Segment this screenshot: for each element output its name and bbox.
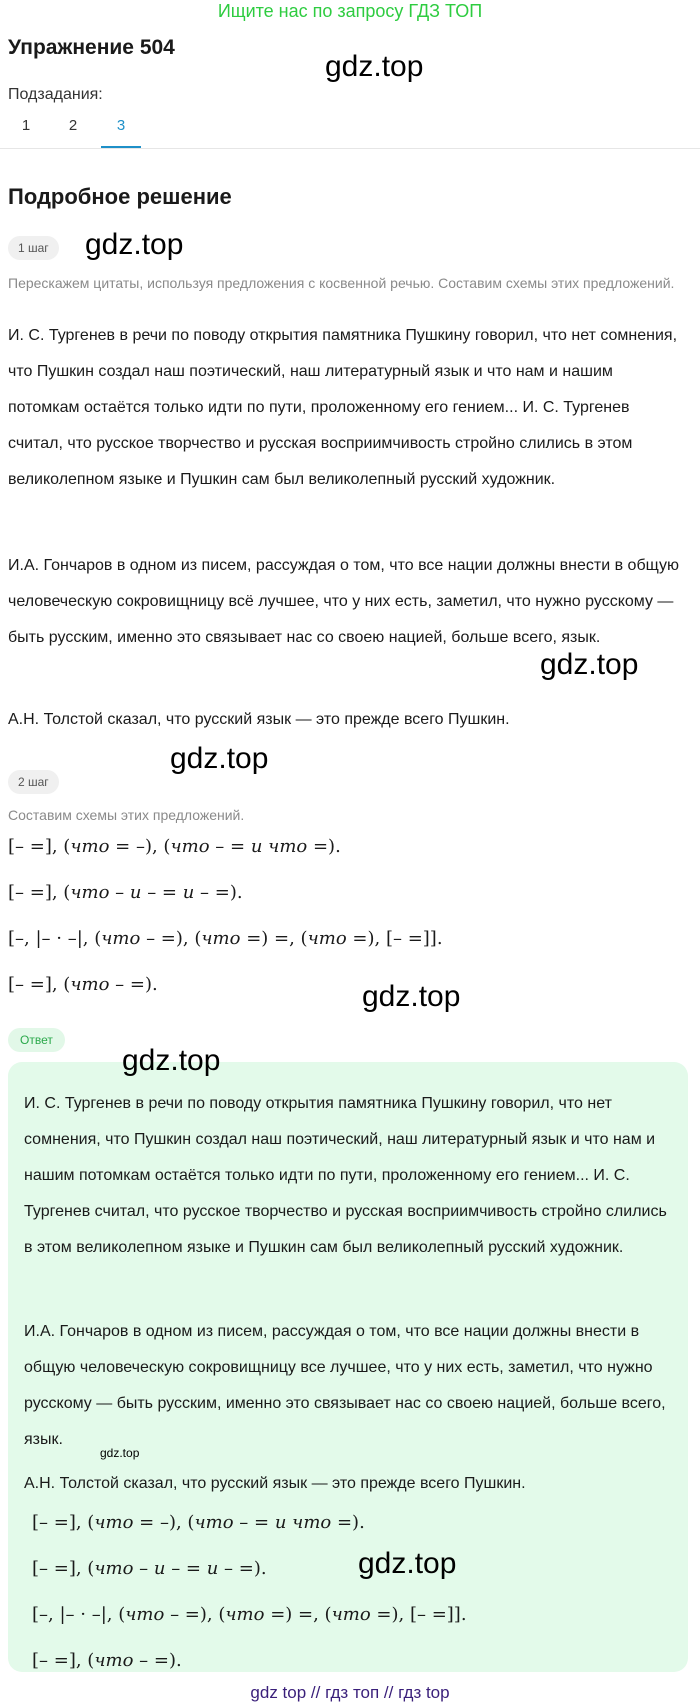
scheme-1: [– =], (что = –), (что – = и что =).	[8, 836, 341, 857]
answer-scheme-4: [– =], (что – =).	[32, 1650, 182, 1671]
watermark: gdz.top	[358, 1547, 457, 1580]
watermark: gdz.top	[170, 742, 269, 775]
tab-2[interactable]: 2	[68, 117, 78, 134]
promo-banner[interactable]: Ищите нас по запросу ГДЗ ТОП	[217, 1, 483, 21]
scheme-3: [–, |– · –|, (что – =), (что =) =, (что =), [– =]].	[8, 928, 443, 949]
watermark: gdz.top	[325, 50, 424, 83]
watermark: gdz.top	[122, 1044, 221, 1077]
step-1-badge: 1 шаг	[8, 236, 59, 260]
tab-3[interactable]: 3	[101, 112, 141, 148]
step-1-paragraph-3: А.Н. Толстой сказал, что русский язык — это прежде всего Пушкин.	[8, 711, 510, 728]
footer-links[interactable]: gdz top // гдз топ // гдз top	[250, 1683, 450, 1702]
tab-1[interactable]: 1	[21, 117, 31, 134]
answer-scheme-1: [– =], (что = –), (что – = и что =).	[32, 1512, 365, 1533]
answer-badge: Ответ	[8, 1028, 65, 1052]
subtask-tabs	[0, 112, 700, 149]
watermark: gdz.top	[540, 648, 639, 681]
step-1-hint: Перескажем цитаты, используя предложения с косвенной речью. Составим схемы этих предложений.	[8, 275, 675, 291]
section-title: Подробное решение	[8, 184, 232, 209]
step-2-badge: 2 шаг	[8, 770, 59, 794]
subtasks-label: Подзадания:	[8, 86, 103, 103]
answer-paragraph-2: И.А. Гончаров в одном из писем, рассуждая о том, что все нации должны внести в общую человеческую сокровищницу все лучшее, что у них есть, заметил, что нужно русскому — быть русским, именно это связывает нас со своею нацией, больше всего, язык.	[24, 1323, 666, 1448]
watermark: gdz.top	[85, 228, 184, 261]
answer-scheme-3: [–, |– · –|, (что – =), (что =) =, (что =), [– =]].	[32, 1604, 467, 1625]
scheme-4: [– =], (что – =).	[8, 974, 158, 995]
page-title: Упражнение 504	[8, 36, 175, 59]
answer-scheme-2: [– =], (что – и – = и – =).	[32, 1558, 267, 1579]
answer-paragraph-3: А.Н. Толстой сказал, что русский язык — это прежде всего Пушкин.	[24, 1475, 526, 1492]
step-1-paragraph-1: И. С. Тургенев в речи по поводу открытия памятника Пушкину говорил, что нет сомнения, что Пушкин создал наш поэтический, наш литературный язык и что нам и нашим потомкам остаётся только идти по пути, проложенному его гением... И. С. Тургенев считал, что русское творчество и русская восприимчивость стройно слились в этом великолепном языке и Пушкин сам был великолепный русский художник.	[8, 327, 678, 488]
step-2-hint: Составим схемы этих предложений.	[8, 807, 245, 823]
scheme-2: [– =], (что – и – = и – =).	[8, 882, 243, 903]
step-1-paragraph-2: И.А. Гончаров в одном из писем, рассуждая о том, что все нации должны внести в общую человеческую сокровищницу всё лучшее, что у них есть, заметил, что нужно русскому — быть русским, именно это связывает нас со своею нацией, больше всего, язык.	[8, 557, 679, 646]
answer-paragraph-1: И. С. Тургенев в речи по поводу открытия памятника Пушкину говорил, что нет сомнения, что Пушкин создал наш поэтический, наш литературный язык и что нам и нашим потомкам остаётся только идти по пути, проложенному его гением... И. С. Тургенев считал, что русское творчество и русская восприимчивость стройно слились в этом великолепном языке и Пушкин сам был великолепный русский художник.	[24, 1095, 667, 1256]
watermark: gdz.top	[100, 1446, 140, 1460]
watermark: gdz.top	[362, 980, 461, 1013]
